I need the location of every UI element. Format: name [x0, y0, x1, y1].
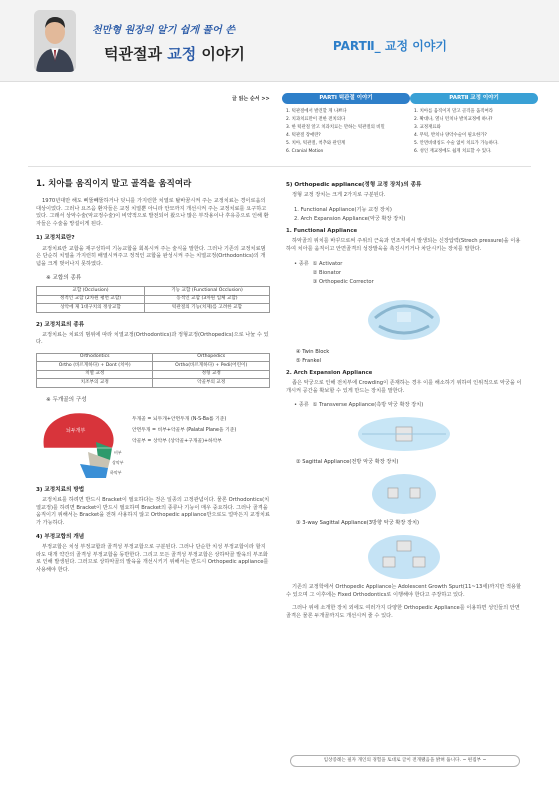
toc-part1-head: PARTⅠ 턱관절 이야기: [282, 93, 410, 104]
table-header: Orthodontics: [37, 353, 153, 362]
intro-paragraph: 1970년대만 해도 삐뚤빼뚤하거나 덧니를 가지런한 치열로 탈바꿈시켜 주는 교정치료는 경이로움의 대상이었다. 그러나 요즈음 환자들은 교정 치열뿐 아니라 안모까지 개선시켜 주는 교정치료를 요구하고 있다. 그래서 상악수술(악교정수술)이 비약적으로 발전되어 왔으나 많은 부작용이나 후유증으로 인해 환자들은 수술을 망설이게 된다.: [36, 198, 269, 227]
definition-line: 안면두개 = 비부+악골부 (Palatal Plane을 기준): [132, 428, 237, 434]
table-cell: 치조부의 교정: [37, 379, 153, 388]
figure-title: ※ 두개골의 구성: [46, 396, 87, 403]
occlusion-table: [36, 286, 270, 313]
table-row: [37, 379, 270, 388]
definition-line: 악골부 = 상악부 (상악골+구개골)+하악부: [132, 439, 222, 445]
toc-item: 6. Cranial Motion: [286, 149, 324, 154]
toc-part2: [410, 93, 538, 156]
article-title: 1. 치아를 움직이지 말고 골격을 움직여라: [36, 179, 192, 189]
types-list: [286, 401, 522, 410]
toc-item: 2. 치과치료만이 전한 전치의다: [286, 117, 346, 122]
list-item: ③ 3-way Sagittal Appliance(3방향 악궁 확장 장치): [296, 520, 420, 527]
right-column: [286, 178, 522, 627]
skull-illustration: [36, 408, 126, 480]
table-cell: Ortho (바르게하다) + Dont (치아): [37, 362, 153, 371]
title-connector: 과: [147, 45, 168, 63]
series-title: [104, 44, 245, 66]
section-body: 정형 교정 장치는 크게 2가지로 구분된다.: [292, 192, 386, 199]
list-item: ③ Orthopedic Corrector: [312, 278, 374, 285]
table-header: Orthopedics: [153, 353, 270, 362]
table-cell: 치열 교정: [37, 370, 153, 379]
skull-figure: [36, 408, 270, 480]
closing-paragraph: 그러나 위에 소개한 장치 외에도 여러가지 다양한 Orthopedic Appliance를 이용하면 성인들의 안면골격은 물론 두개골까지도 개선시켜 줄 수 있다.: [286, 605, 520, 620]
section-heading: 1) 교정치료란?: [36, 235, 75, 242]
ortho-types-table: [36, 353, 270, 388]
sagittal-appliance-photo: [364, 470, 444, 516]
transverse-appliance-photo: [354, 413, 454, 455]
section-body: 좁은 악궁으로 인해 전치부에 Crowding이 존재하는 경우 이를 해소하기 위하여 인위적으로 악궁을 이개시켜 공간을 확보할 수 있게 만드는 장치를 말한다.: [286, 380, 522, 394]
toc-item: 3. 교정재료와: [414, 125, 441, 130]
bullet-label: • 종류: [294, 260, 309, 267]
skull-label: 상악부: [112, 460, 124, 466]
section-body: 하악골의 위치를 바꾸므로써 주위의 근육과 연조직에서 발생되는 신장압력(Strech pressure)을 이용하여 치아를 움직이고 안면골격의 성장발육을 촉진시키거나 차단시키는 장치를 말한다.: [286, 238, 521, 252]
section-body: 부정교합은 치성 부정교합과 골격성 부정교합으로 구분된다. 그러나 단순한 치성 부정교합이라 할지라도 대개 약간의 골격성 부정교합을 동반한다. 그리고 모든 골격성 부정교합은 상하악골 발육의 부조화로 인해 발생된다. 그러므로 상하악골의 발육을 개선시키기 위해서는 반드시 Orthopedic appliance를 사용해야 한다.: [36, 544, 269, 573]
table-row: [37, 353, 270, 362]
left-column: [36, 178, 270, 581]
toc-item: 4. 무턱, 반치나 양악수술이 필요한가?: [414, 133, 487, 138]
section-divider: [28, 166, 531, 167]
table-cell: 교합 (Occlusion): [37, 287, 145, 296]
toc-part2-head: PARTⅡ 교정 이야기: [410, 93, 538, 104]
part-title: PARTⅡ_ 교정 이야기: [332, 39, 447, 53]
bullet-label: • 종류: [294, 402, 309, 409]
toc-item: 1. 턱관절에서 발견할 게 나쁘다: [286, 109, 347, 114]
page-header: [0, 0, 559, 82]
subsection-heading: 1. Functional Appliance: [286, 227, 358, 234]
table-cell: Ortho(바르게하다) + Pedi(어린이): [153, 362, 270, 371]
section-body: 교정치료는 치료의 범위에 따라 치열교정(Orthodontics)과 정형교정(Orthopedics)으로 나눌 수 있다.: [36, 331, 269, 346]
section-body: 교정치료란 교합을 재구성하여 기능교합을 회복시켜 주는 술식을 말한다. 그러나 기존의 교정치료범은 단순히 치열을 가지런히 배열시켜주고 정적인 교합을 완성시켜 주는 치열교정(Orthodontics)의 개념을 크게 벗어나지 못하였다.: [36, 245, 266, 267]
table-row: [37, 304, 270, 313]
closing-paragraph: 기존의 교정학에서 Orthopedic Appliance는 Adolescent Growth Spurt(11~13세)까지만 적용할 수 있으며 그 이후에는 Fixed Orthodontics로 이행해야 한다고 주장하고 있다.: [286, 584, 522, 598]
skull-label: 뇌두개부: [66, 428, 86, 435]
toc-part1: [282, 93, 410, 156]
title-highlight: 교정: [167, 45, 197, 63]
section-body: 교정치료를 하려면 반드시 Bracket이 필요하다는 것은 일종의 고정관념이다. 물론 Orthodontics(치열교정)를 하려면 Bracket이 반드시 필요하며 Bracket의 종류나 기능이 매우 중요하다. 그러나 골격을 움직이기 위해서는 Bracket을 전혀 사용하지 않고 Orthopedic appliance만으로도 얼마든지 교정치료가 가능하다.: [36, 497, 270, 526]
table-row: [37, 362, 270, 371]
toc-item: 5. 치아, 턱관절, 척추와 관연계: [286, 141, 346, 146]
toc-item: 6. 성인 재교정에도 쉽게 치료할 수 있다.: [414, 149, 492, 154]
subsection-heading: 2. Arch Expansion Appliance: [286, 369, 373, 376]
table-cell: 상악에 제 1대구치의 정상교합: [37, 304, 145, 313]
list-item: 1. Functional Appliance(기능 교정 장치): [294, 206, 392, 213]
list-item: ② Sagittal Appliance(전방 악궁 확장 장치): [296, 459, 399, 466]
toc-item: 2. 확대나, 열니 턴치나 발치교정에 하나?: [414, 117, 493, 122]
toc-item: 4. 턱관절 장애란?: [286, 133, 321, 138]
table-row: [37, 370, 270, 379]
section-heading: 2) 교정치료의 종류: [36, 321, 85, 328]
reading-order-label: 글 읽는 순서 >>: [232, 96, 270, 102]
skull-label: 비부: [114, 450, 122, 456]
list-item: ② Bionator: [312, 269, 342, 276]
definition-line: 두개골 = 뇌두개+안면두개 (N-S-Ba를 기준): [132, 417, 227, 423]
table-title: ※ 교합의 종류: [46, 275, 82, 282]
table-row: [37, 287, 270, 296]
list-item: ④ Twin Block: [296, 348, 330, 355]
title-prefix: 턱관절: [104, 45, 148, 63]
list-item: ⑤ Frankel: [296, 357, 321, 364]
series-kicker: 천만형 원장의 알기 쉽게 풀어 쓴: [92, 25, 235, 36]
list-item: ① Activator: [312, 260, 343, 267]
title-suffix: 이야기: [196, 45, 245, 63]
section-heading: 3) 교정치료의 방법: [36, 487, 85, 494]
table-cell: 악골부의 교정: [153, 379, 270, 388]
3way-appliance-photo: [361, 531, 447, 581]
table-cell: 기능 교합 (Functional Occlusion): [144, 287, 269, 296]
table-row: [37, 295, 270, 304]
author-portrait: [34, 10, 76, 72]
list-item: ① Transverse Appliance(측방 악궁 확장 장치): [312, 402, 424, 409]
footer-note: 임상증례는 필자 개인의 경험을 토대로 글이 전개됐음을 밝혀 둡니다. ~ 편집부 ~: [290, 755, 520, 767]
list-item: 2. Arch Expansion Appliance(악궁 확장 장치): [294, 215, 406, 222]
section-heading: 5) Orthopedic appliance(정형 교정 장치)의 종류: [286, 182, 422, 188]
skull-label: 하악부: [110, 470, 122, 476]
toc-item: 5. 안면비대칭도 수술 없이 치료가 가능하다.: [414, 141, 499, 146]
corrector-photo: [359, 290, 449, 345]
table-cell: 정적인 교합 (2차원 평면 교합): [37, 295, 145, 304]
types-list: [286, 260, 522, 287]
table-cell: 턱관절의 기능(치제)를 고려한 교합: [144, 304, 269, 313]
toc-item: 1. 치아를 움직이지 말고 골격을 움직여라: [414, 109, 494, 114]
section-heading: 4) 부정교합의 개념: [36, 534, 85, 541]
toc-item: 3. 한 턱관절 알고 치과치료는 만하는 턱관절의 비밀: [286, 125, 385, 130]
table-cell: 동적인 교합 (3차원 입체 교합): [144, 295, 269, 304]
skull-definitions: [126, 408, 270, 480]
table-cell: 정형 교정: [153, 370, 270, 379]
